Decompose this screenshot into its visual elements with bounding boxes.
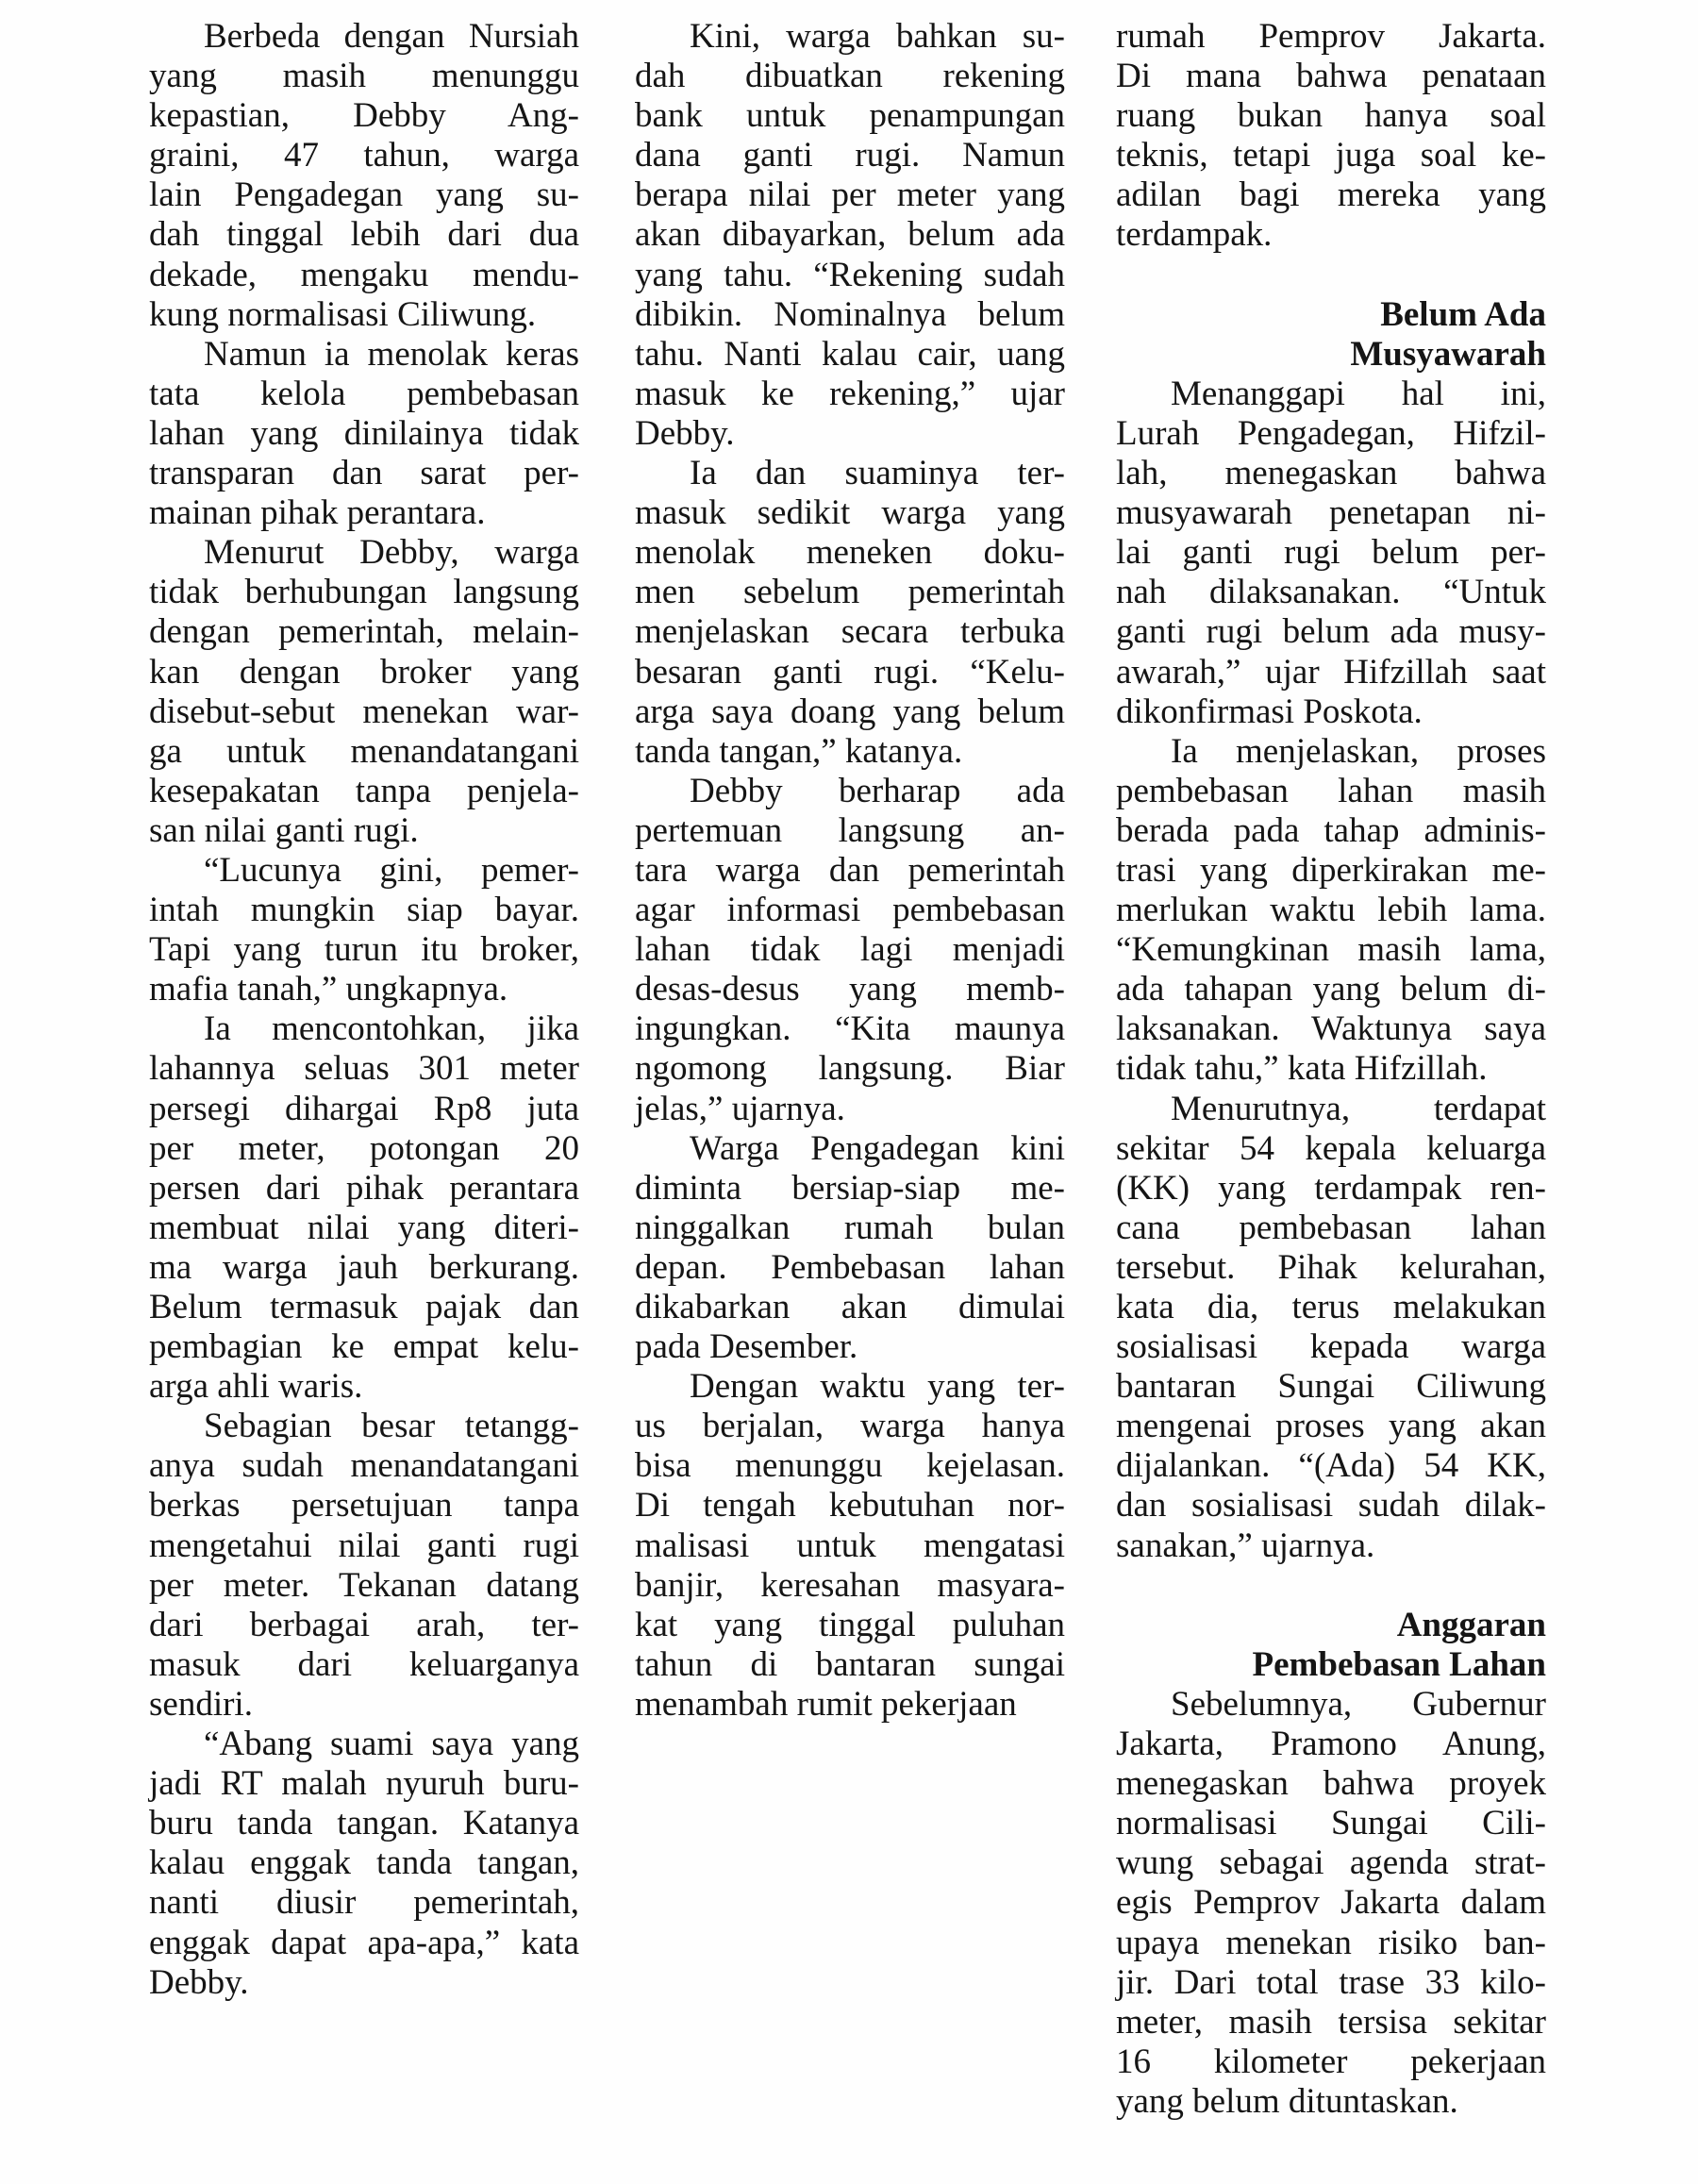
text-line: ganti rugi belum ada musy- [1116, 612, 1546, 652]
text-line: Jakarta, Pramono Anung, [1116, 1725, 1546, 1764]
text-line: akan dibayarkan, belum ada [635, 215, 1065, 255]
text-line: sekitar 54 kepala keluarga [1116, 1128, 1546, 1168]
text-line: kepastian, Debby Ang- [149, 96, 579, 136]
text-line: tahu. Nanti kalau cair, uang [635, 334, 1065, 374]
text-line: dengan pemerintah, melain- [149, 612, 579, 652]
paragraph [149, 851, 579, 1009]
text-line: kat yang tinggal puluhan [635, 1605, 1065, 1644]
text-line: pembebasan lahan masih [1116, 771, 1546, 810]
text-line: “Abang suami saya yang [204, 1725, 579, 1764]
text-line: kan dengan broker yang [149, 652, 579, 692]
article-column-2 [635, 17, 1065, 1725]
text-line: Di tengah kebutuhan nor- [635, 1486, 1065, 1525]
text-line: tersebut. Pihak kelurahan, [1116, 1247, 1546, 1287]
text-line: pertemuan langsung an- [635, 810, 1065, 850]
text-line: merlukan waktu lebih lama. [1116, 891, 1546, 930]
paragraph [635, 1367, 1065, 1725]
text-line: ma warga jauh berkurang. [149, 1247, 579, 1287]
text-line: transparan dan sarat per- [149, 454, 579, 493]
text-line: (KK) yang terdampak ren- [1116, 1168, 1546, 1208]
text-line: agar informasi pembebasan [635, 891, 1065, 930]
text-line: pembagian ke empat kelu- [149, 1327, 579, 1367]
paragraph [1116, 17, 1546, 256]
text-line: ngomong langsung. Biar [635, 1049, 1065, 1089]
text-line: Sebagian besar tetangg- [204, 1407, 579, 1446]
text-line: ninggalkan rumah bulan [635, 1208, 1065, 1247]
text-line: trasi yang diperkirakan me- [1116, 850, 1546, 890]
text-line: Debby berharap ada [690, 771, 1065, 810]
text-line: “Lucunya gini, pemer- [204, 850, 579, 890]
text-line: arga ahli waris. [149, 1367, 363, 1407]
text-line: dan sosialisasi sudah dilak- [1116, 1486, 1546, 1525]
text-line: rumah Pemprov Jakarta. [1116, 17, 1546, 56]
text-line: teknis, tetapi juga soal ke- [1116, 136, 1546, 175]
section-heading [1116, 295, 1546, 375]
text-line: arga saya doang yang belum [635, 692, 1065, 731]
text-line: persen dari pihak perantara [149, 1168, 579, 1208]
text-line: membuat nilai yang diteri- [149, 1208, 579, 1247]
text-line: Kini, warga bahkan su- [690, 17, 1065, 56]
text-line: lah, menegaskan bahwa [1116, 454, 1546, 493]
text-line: jelas,” ujarnya. [635, 1089, 845, 1128]
text-line: yang belum dituntaskan. [1116, 2081, 1458, 2121]
text-line: malisasi untuk mengatasi [635, 1525, 1065, 1565]
text-line: masuk sedikit warga yang [635, 493, 1065, 533]
text-line: berada pada tahap adminis- [1116, 810, 1546, 850]
text-line: mafia tanah,” ungkapnya. [149, 970, 508, 1009]
text-line: Ia dan suaminya ter- [690, 454, 1065, 493]
paragraph [149, 1009, 579, 1407]
text-line: desas-desus yang memb- [635, 970, 1065, 1009]
heading-line: Belum Ada [1380, 294, 1546, 334]
paragraph [1116, 1685, 1546, 2122]
text-line: ruang bukan hanya soal [1116, 96, 1546, 136]
paragraph [149, 533, 579, 851]
article-column-3 [1116, 17, 1546, 2122]
text-line: kata dia, terus melakukan [1116, 1288, 1546, 1326]
text-line: Warga Pengadegan kini [690, 1128, 1065, 1168]
text-line: graini, 47 tahun, warga [149, 136, 579, 175]
paragraph [149, 1407, 579, 1725]
text-line: Di mana bahwa penataan [1116, 57, 1546, 96]
text-line: yang masih menunggu [149, 57, 579, 96]
text-line: lahan yang dinilainya tidak [149, 413, 579, 453]
text-line: men sebelum pemerintah [635, 573, 1065, 612]
text-line: jadi RT malah nyuruh buru- [149, 1764, 579, 1804]
text-line: disebut-sebut menekan war- [149, 692, 579, 731]
text-line: Berbeda dengan Nursiah [204, 17, 579, 56]
text-line: meter, masih tersisa sekitar [1116, 2002, 1546, 2042]
text-line: tara warga dan pemerintah [635, 850, 1065, 890]
heading-line: Pembebasan Lahan [1252, 1644, 1546, 1684]
text-line: “Kemungkinan masih lama, [1116, 930, 1546, 970]
text-line: Menurutnya, terdapat [1171, 1089, 1546, 1128]
text-line: tidak berhubungan langsung [149, 573, 579, 612]
text-line: anya sudah menandatangani [149, 1446, 579, 1486]
text-line: tata kelola pembebasan [149, 374, 579, 413]
text-line: Ia mencontohkan, jika [204, 1009, 579, 1049]
text-line: berkas persetujuan tanpa [149, 1486, 579, 1525]
text-line: adilan bagi mereka yang [1116, 175, 1546, 215]
text-line: diminta bersiap-siap me- [635, 1168, 1065, 1208]
paragraph [149, 1725, 579, 2003]
text-line: Namun ia menolak keras [204, 334, 579, 374]
text-line: dijalankan. “(Ada) 54 KK, [1116, 1446, 1546, 1486]
text-line: upaya menekan risiko ban- [1116, 1923, 1546, 1962]
text-line: egis Pemprov Jakarta dalam [1116, 1883, 1546, 1923]
text-line: nanti diusir pemerintah, [149, 1883, 579, 1923]
text-line: tanda tangan,” katanya. [635, 731, 963, 771]
text-line: Menurut Debby, warga [204, 533, 579, 573]
text-line: wung sebagai agenda strat- [1116, 1843, 1546, 1883]
text-line: jir. Dari total trase 33 kilo- [1116, 1962, 1546, 2002]
text-line: Debby. [149, 1962, 249, 2002]
text-line: menjelaskan secara terbuka [635, 612, 1065, 652]
text-line: dekade, mengaku mendu- [149, 255, 579, 294]
text-line: masuk dari keluarganya [149, 1644, 579, 1684]
text-line: dah tinggal lebih dari dua [149, 215, 579, 255]
text-line: sendiri. [149, 1684, 253, 1724]
text-line: enggak dapat apa-apa,” kata [149, 1923, 579, 1962]
paragraph [635, 454, 1065, 772]
text-line: banjir, keresahan masyara- [635, 1565, 1065, 1605]
text-line: terdampak. [1116, 215, 1273, 255]
text-line: yang tahu. “Rekening sudah [635, 255, 1065, 294]
text-line: laksanakan. Waktunya saya [1116, 1009, 1546, 1049]
text-line: besaran ganti rugi. “Kelu- [635, 652, 1065, 692]
text-line: kung normalisasi Ciliwung. [149, 294, 537, 334]
text-line: lain Pengadegan yang su- [149, 175, 579, 215]
paragraph [635, 1129, 1065, 1368]
text-line: normalisasi Sungai Cili- [1116, 1804, 1546, 1843]
text-line: nah dilaksanakan. “Untuk [1116, 573, 1546, 612]
text-line: Ia menjelaskan, proses [1171, 731, 1546, 771]
text-line: menambah rumit pekerjaan [635, 1684, 1017, 1724]
paragraph [1116, 375, 1546, 732]
text-line: depan. Pembebasan lahan [635, 1247, 1065, 1287]
paragraph [635, 17, 1065, 454]
text-line: tahun di bantaran sungai [635, 1644, 1065, 1684]
text-line: per meter. Tekanan datang [149, 1565, 579, 1605]
heading-line: Anggaran [1396, 1605, 1546, 1644]
text-line: berapa nilai per meter yang [635, 175, 1065, 215]
text-line: lahan tidak lagi menjadi [635, 930, 1065, 970]
paragraph [149, 335, 579, 533]
text-line: dikonfirmasi Poskota. [1116, 692, 1423, 731]
text-line: 16 kilometer pekerjaan [1116, 2042, 1546, 2081]
section-heading [1116, 1606, 1546, 1685]
text-line: menegaskan bahwa proyek [1116, 1764, 1546, 1804]
text-line: bank untuk penampungan [635, 96, 1065, 136]
text-line: dah dibuatkan rekening [635, 57, 1065, 96]
paragraph [1116, 732, 1546, 1090]
text-line: mengetahui nilai ganti rugi [149, 1525, 579, 1565]
text-line: per meter, potongan 20 [149, 1128, 579, 1168]
text-line: buru tanda tangan. Katanya [149, 1804, 579, 1843]
section-spacer [1116, 256, 1546, 295]
text-line: musyawarah penetapan ni- [1116, 493, 1546, 533]
text-line: persegi dihargai Rp8 juta [149, 1089, 579, 1128]
heading-line: Musyawarah [1350, 334, 1546, 374]
text-line: ga untuk menandatangani [149, 731, 579, 771]
text-line: Tapi yang turun itu broker, [149, 930, 579, 970]
text-line: dari berbagai arah, ter- [149, 1605, 579, 1644]
text-line: intah mungkin siap bayar. [149, 891, 579, 930]
section-spacer [1116, 1566, 1546, 1606]
text-line: mainan pihak perantara. [149, 493, 486, 533]
text-line: tidak tahu,” kata Hifzillah. [1116, 1049, 1488, 1089]
text-line: Belum termasuk pajak dan [149, 1288, 579, 1326]
text-line: Lurah Pengadegan, Hifzil- [1116, 413, 1546, 453]
text-line: kesepakatan tanpa penjela- [149, 771, 579, 810]
article-column-1 [149, 17, 579, 2003]
paragraph [635, 772, 1065, 1129]
text-line: lahannya seluas 301 meter [149, 1049, 579, 1089]
text-line: pada Desember. [635, 1327, 858, 1367]
text-line: menolak meneken doku- [635, 533, 1065, 573]
paragraph [1116, 1090, 1546, 1566]
text-line: san nilai ganti rugi. [149, 810, 419, 850]
text-line: cana pembebasan lahan [1116, 1208, 1546, 1247]
text-line: sosialisasi kepada warga [1116, 1327, 1546, 1367]
text-line: lai ganti rugi belum per- [1116, 533, 1546, 573]
text-line: dana ganti rugi. Namun [635, 136, 1065, 175]
text-line: bantaran Sungai Ciliwung [1116, 1367, 1546, 1407]
text-line: mengenai proses yang akan [1116, 1407, 1546, 1446]
text-line: Debby. [635, 413, 735, 453]
text-line: us berjalan, warga hanya [635, 1407, 1065, 1446]
text-line: kalau enggak tanda tangan, [149, 1843, 579, 1883]
text-line: Dengan waktu yang ter- [690, 1367, 1065, 1407]
text-line: Sebelumnya, Gubernur [1171, 1684, 1546, 1724]
text-line: dibikin. Nominalnya belum [635, 294, 1065, 334]
text-line: Menanggapi hal ini, [1171, 374, 1546, 413]
text-line: dikabarkan akan dimulai [635, 1288, 1065, 1326]
text-line: bisa menunggu kejelasan. [635, 1446, 1065, 1486]
text-line: ada tahapan yang belum di- [1116, 970, 1546, 1009]
text-line: awarah,” ujar Hifzillah saat [1116, 652, 1546, 692]
paragraph [149, 17, 579, 335]
text-line: masuk ke rekening,” ujar [635, 374, 1065, 413]
text-line: ingungkan. “Kita maunya [635, 1009, 1065, 1049]
text-line: sanakan,” ujarnya. [1116, 1525, 1375, 1565]
